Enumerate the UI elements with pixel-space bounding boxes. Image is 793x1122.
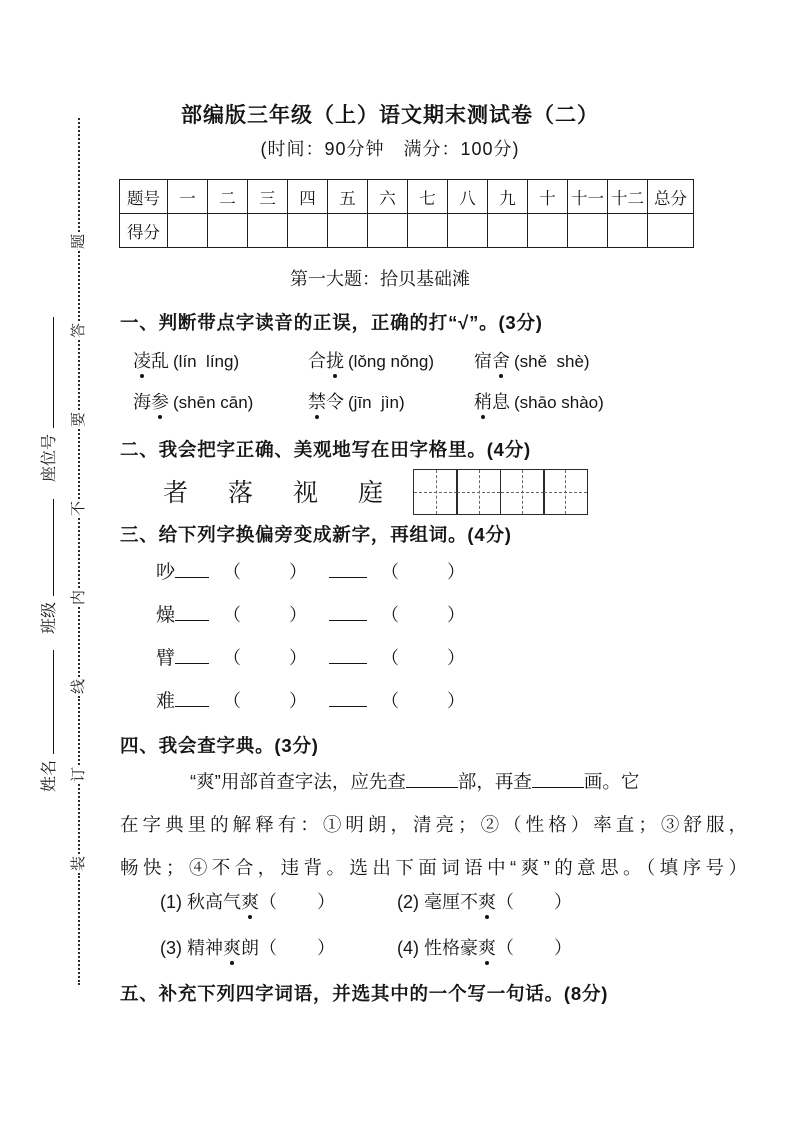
paren: （ <box>381 648 400 668</box>
paren: （ <box>259 938 278 958</box>
word-part: 息 <box>492 392 510 412</box>
exam-subtitle: (时间：90分钟 满分：100分) <box>260 139 520 159</box>
word-part: 朗 <box>241 938 260 958</box>
q4-paragraph-line: 畅快；④不合，违背。选出下面词语中“爽”的意思。（填序号） <box>120 857 747 878</box>
pinyin: (shēn cān) <box>173 393 254 412</box>
seat-number-blank <box>40 317 54 428</box>
dotted-char: 禁 <box>308 388 326 414</box>
q4-item <box>160 934 397 980</box>
score-header-cell: 八 <box>448 180 488 214</box>
name-label: 姓名 <box>41 759 58 792</box>
q1-item <box>474 388 693 414</box>
word-part: 宿 <box>474 351 492 371</box>
score-header-cell: 十 <box>528 180 568 214</box>
word-part: 海 <box>133 392 151 412</box>
score-header-cell: 三 <box>248 180 288 214</box>
q3-char: 燥 <box>156 605 176 626</box>
binding-dotted-segment <box>78 340 80 410</box>
score-header-cell: 题号 <box>120 180 168 214</box>
paren: ） <box>289 648 308 668</box>
binding-dotted-segment <box>78 696 80 766</box>
binding-char: 线 <box>70 678 88 694</box>
binding-char: 订 <box>70 767 88 783</box>
word-part: 性格豪 <box>424 938 479 958</box>
binding-dotted-segment <box>78 873 80 985</box>
pinyin: (shāo shào) <box>514 393 604 412</box>
score-header-cell: 总分 <box>648 180 694 214</box>
dotted-char: 凌 <box>133 347 151 373</box>
answer-blank <box>329 646 367 664</box>
paren: （ <box>496 938 515 958</box>
paren: ） <box>289 562 308 582</box>
fill-blank <box>532 770 584 788</box>
pinyin: (lín líng) <box>173 352 240 371</box>
score-table <box>119 179 694 248</box>
paren: ） <box>289 605 308 625</box>
paren: ） <box>554 892 573 912</box>
tianzige-cell <box>456 469 501 515</box>
answer-blank <box>329 560 367 578</box>
q3-row <box>156 600 465 627</box>
page-title: 部编版三年级（上）语文期末测试卷（二） <box>181 104 599 127</box>
q3-char: 臂 <box>156 648 176 669</box>
q5-heading: 五、补充下列四字词语，并选其中的一个写一句话。(8分) <box>120 983 609 1004</box>
binding-char: 装 <box>70 856 88 872</box>
paren: （ <box>223 691 242 711</box>
score-header-cell: 五 <box>328 180 368 214</box>
name-blank <box>40 650 54 754</box>
q3-char: 吵 <box>156 562 176 583</box>
paren: ） <box>317 938 336 958</box>
score-cell <box>608 214 648 248</box>
answer-blank <box>175 689 209 707</box>
seat-number-field <box>36 317 58 482</box>
binding-char: 答 <box>70 323 88 339</box>
answer-blank <box>329 689 367 707</box>
q1-item <box>133 347 308 373</box>
dotted-char: 爽 <box>241 888 259 914</box>
q4-item <box>397 934 730 980</box>
q1-heading: 一、判断带点字读音的正误，正确的打“√”。(3分) <box>120 312 543 333</box>
score-cell <box>488 214 528 248</box>
pinyin: (lǒng nǒng) <box>348 352 435 371</box>
tianzige-cell <box>543 469 588 515</box>
q4-text: 部，再查 <box>457 771 532 792</box>
q4-text: “爽”用部首查字法，应先查 <box>190 771 406 792</box>
binding-char: 题 <box>70 234 88 250</box>
score-table-header-row <box>120 180 694 214</box>
paren: （ <box>381 691 400 711</box>
name-field <box>36 650 58 792</box>
q1-item <box>474 347 693 373</box>
q2-practice-char: 落 <box>228 478 254 507</box>
binding-dotted-segment <box>78 784 80 854</box>
score-header-cell: 十二 <box>608 180 648 214</box>
item-number: (3) <box>160 938 182 958</box>
q2-practice-char: 视 <box>293 478 319 507</box>
dotted-char: 舍 <box>492 347 510 373</box>
paren: ） <box>447 648 466 668</box>
score-header-cell: 六 <box>368 180 408 214</box>
q4-paragraph <box>120 760 747 889</box>
paren: （ <box>259 892 278 912</box>
answer-blank <box>175 603 209 621</box>
dotted-char: 稍 <box>474 388 492 414</box>
score-cell <box>328 214 368 248</box>
paren: ） <box>554 938 573 958</box>
score-row-label: 得分 <box>120 214 168 248</box>
dotted-char: 爽 <box>223 934 241 960</box>
score-cell <box>368 214 408 248</box>
q4-paragraph-line: 在字典里的解释有：①明朗，清亮；②（性格）率直；③舒服， <box>120 814 747 835</box>
q4-text: 画。它 <box>583 771 640 792</box>
binding-char: 内 <box>70 589 88 605</box>
q4-heading: 四、我会查字典。(3分) <box>120 735 319 756</box>
binding-dotted-segment <box>78 607 80 677</box>
paren: （ <box>223 648 242 668</box>
dotted-char: 爽 <box>478 888 496 914</box>
paren: ） <box>447 605 466 625</box>
binding-dotted-segment <box>78 251 80 321</box>
score-header-cell: 一 <box>168 180 208 214</box>
score-cell <box>288 214 328 248</box>
class-field <box>36 499 58 634</box>
paren: （ <box>381 605 400 625</box>
paren: （ <box>223 605 242 625</box>
paren: ） <box>447 562 466 582</box>
q4-paragraph-line <box>120 760 747 803</box>
score-table-score-row <box>120 214 694 248</box>
q1-row <box>133 347 693 373</box>
word-part: 毫厘不 <box>424 892 479 912</box>
score-header-cell: 十一 <box>568 180 608 214</box>
q1-item <box>133 388 308 414</box>
paren: （ <box>381 562 400 582</box>
answer-blank <box>175 646 209 664</box>
q3-heading: 三、给下列字换偏旁变成新字，再组词。(4分) <box>120 524 512 545</box>
q1-item <box>308 388 474 414</box>
q4-item <box>160 888 397 934</box>
dotted-char: 爽 <box>478 934 496 960</box>
paren: （ <box>496 892 515 912</box>
answer-blank <box>329 603 367 621</box>
pinyin: (jīn jìn) <box>348 393 405 412</box>
word-part: 乱 <box>151 351 169 371</box>
score-cell <box>528 214 568 248</box>
score-header-cell: 二 <box>208 180 248 214</box>
seat-number-label: 座位号 <box>41 433 58 482</box>
score-cell <box>248 214 288 248</box>
q4-items <box>160 888 730 980</box>
tianzige-cell <box>413 469 458 515</box>
paren: ） <box>289 691 308 711</box>
q2-practice-chars <box>163 473 383 509</box>
score-header-cell: 七 <box>408 180 448 214</box>
word-part: 令 <box>326 392 344 412</box>
class-label: 班级 <box>41 601 58 634</box>
binding-char: 不 <box>70 500 88 516</box>
paren: （ <box>223 562 242 582</box>
q3-row <box>156 557 465 584</box>
q2-heading: 二、我会把字正确、美观地写在田字格里。(4分) <box>120 439 532 460</box>
item-number: (1) <box>160 892 182 912</box>
score-header-cell: 九 <box>488 180 528 214</box>
binding-dotted-segment <box>78 118 80 232</box>
q3-row <box>156 686 465 713</box>
paren: ） <box>317 892 336 912</box>
binding-line <box>71 118 87 985</box>
score-cell <box>408 214 448 248</box>
binding-char: 要 <box>70 412 88 428</box>
score-cell <box>568 214 608 248</box>
q3-row <box>156 643 465 670</box>
score-cell <box>448 214 488 248</box>
q1-row <box>133 388 693 414</box>
item-number: (2) <box>397 892 419 912</box>
answer-blank <box>175 560 209 578</box>
pinyin: (shě shè) <box>514 352 590 371</box>
score-cell <box>168 214 208 248</box>
q3-char: 难 <box>156 691 176 712</box>
tianzige-cell <box>500 469 545 515</box>
fill-blank <box>406 770 458 788</box>
word-part: 精神 <box>187 938 224 958</box>
q2-practice-char: 者 <box>163 478 189 507</box>
score-header-cell: 四 <box>288 180 328 214</box>
score-cell <box>208 214 248 248</box>
class-blank <box>40 499 54 596</box>
q2-practice-char: 庭 <box>358 478 384 507</box>
score-cell <box>648 214 694 248</box>
q1-item <box>308 347 474 373</box>
word-part: 合 <box>308 351 326 371</box>
binding-dotted-segment <box>78 518 80 588</box>
section-heading: 第一大题：拾贝基础滩 <box>290 269 470 289</box>
paren: ） <box>447 691 466 711</box>
binding-dotted-segment <box>78 429 80 499</box>
tianzige-grid <box>413 469 588 515</box>
q4-item <box>397 888 730 934</box>
item-number: (4) <box>397 938 419 958</box>
dotted-char: 拢 <box>326 347 344 373</box>
dotted-char: 参 <box>151 388 169 414</box>
word-part: 秋高气 <box>187 892 242 912</box>
